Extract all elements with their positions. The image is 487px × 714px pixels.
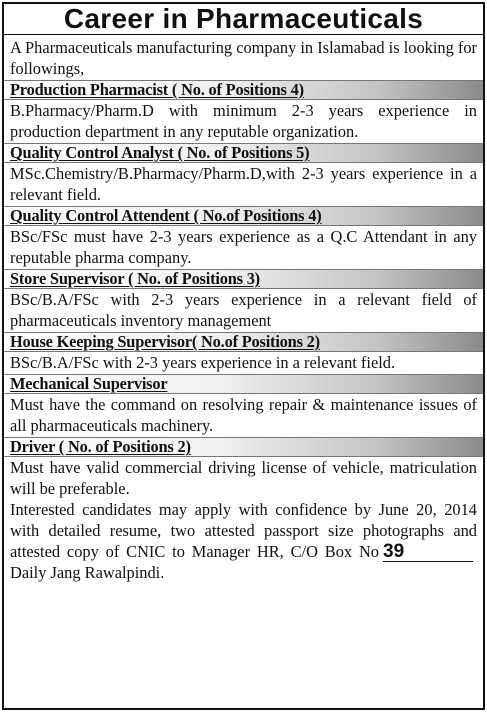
- position-requirement: BSc/FSc must have 2-3 years experience as a Q.C Attendant in any reputable pharma company.: [10, 227, 477, 267]
- position-requirement: Must have the command on resolving repair & maintenance issues of all pharmaceuticals machinery.: [10, 395, 477, 435]
- closing-text-before-box: Interested candidates may apply with confidence by June 20, 2014 with detailed resume, two attested passport size photographs and attested copy of CNIC to Manager HR, C/O Box No: [10, 500, 477, 561]
- closing-text-after-box: Daily Jang Rawalpindi.: [10, 563, 165, 582]
- position-mechanical-supervisor: [4, 374, 483, 436]
- closing-text: [10, 499, 477, 583]
- position-heading-bar: [4, 269, 483, 289]
- position-heading: House Keeping Supervisor( No.of Positions 2): [10, 332, 320, 351]
- position-quality-control-attendent: [4, 206, 483, 268]
- position-heading: Production Pharmacist ( No. of Positions 4): [10, 80, 304, 99]
- position-store-supervisor: [4, 269, 483, 331]
- intro-text: A Pharmaceuticals manufacturing company in Islamabad is looking for followings,: [10, 38, 478, 78]
- position-description: [4, 394, 483, 436]
- position-quality-control-analyst: [4, 143, 483, 205]
- intro-block: [4, 37, 483, 79]
- position-house-keeping-supervisor: [4, 332, 483, 373]
- position-heading-bar: [4, 206, 483, 226]
- position-requirement: Must have valid commercial driving license of vehicle, matriculation will be preferable.: [10, 458, 477, 498]
- position-heading: Quality Control Attendent ( No.of Positions 4): [10, 206, 322, 225]
- position-heading-bar: [4, 332, 483, 352]
- position-heading-bar: [4, 437, 483, 457]
- position-description: [4, 100, 483, 142]
- position-description: [4, 163, 483, 205]
- position-heading: Quality Control Analyst ( No. of Positions 5): [10, 143, 310, 162]
- position-requirement: BSc/B.A/FSc with 2-3 years experience in a relevant field of pharmaceuticals inventory management: [10, 290, 477, 330]
- box-number: 39: [383, 543, 473, 562]
- position-description: [4, 226, 483, 268]
- position-requirement: MSc.Chemistry/B.Pharmacy/Pharm.D,with 2-3 years experience in a relevant field.: [10, 164, 477, 204]
- position-heading-bar: [4, 374, 483, 394]
- position-heading: Mechanical Supervisor: [10, 374, 168, 393]
- ad-title: Career in Pharmaceuticals: [4, 4, 483, 35]
- position-heading: Driver ( No. of Positions 2): [10, 437, 191, 456]
- position-description: [4, 457, 483, 499]
- job-advertisement: [2, 2, 485, 710]
- position-heading: Store Supervisor ( No. of Positions 3): [10, 269, 260, 288]
- position-description: [4, 352, 483, 373]
- position-production-pharmacist: [4, 80, 483, 142]
- position-heading-bar: [4, 80, 483, 100]
- position-heading-bar: [4, 143, 483, 163]
- application-instructions: [4, 499, 483, 583]
- position-description: [4, 289, 483, 331]
- position-requirement: BSc/B.A/FSc with 2-3 years experience in a relevant field.: [10, 353, 396, 372]
- position-requirement: B.Pharmacy/Pharm.D with minimum 2-3 years experience in production department in any reputable organization.: [10, 101, 477, 141]
- position-driver: [4, 437, 483, 499]
